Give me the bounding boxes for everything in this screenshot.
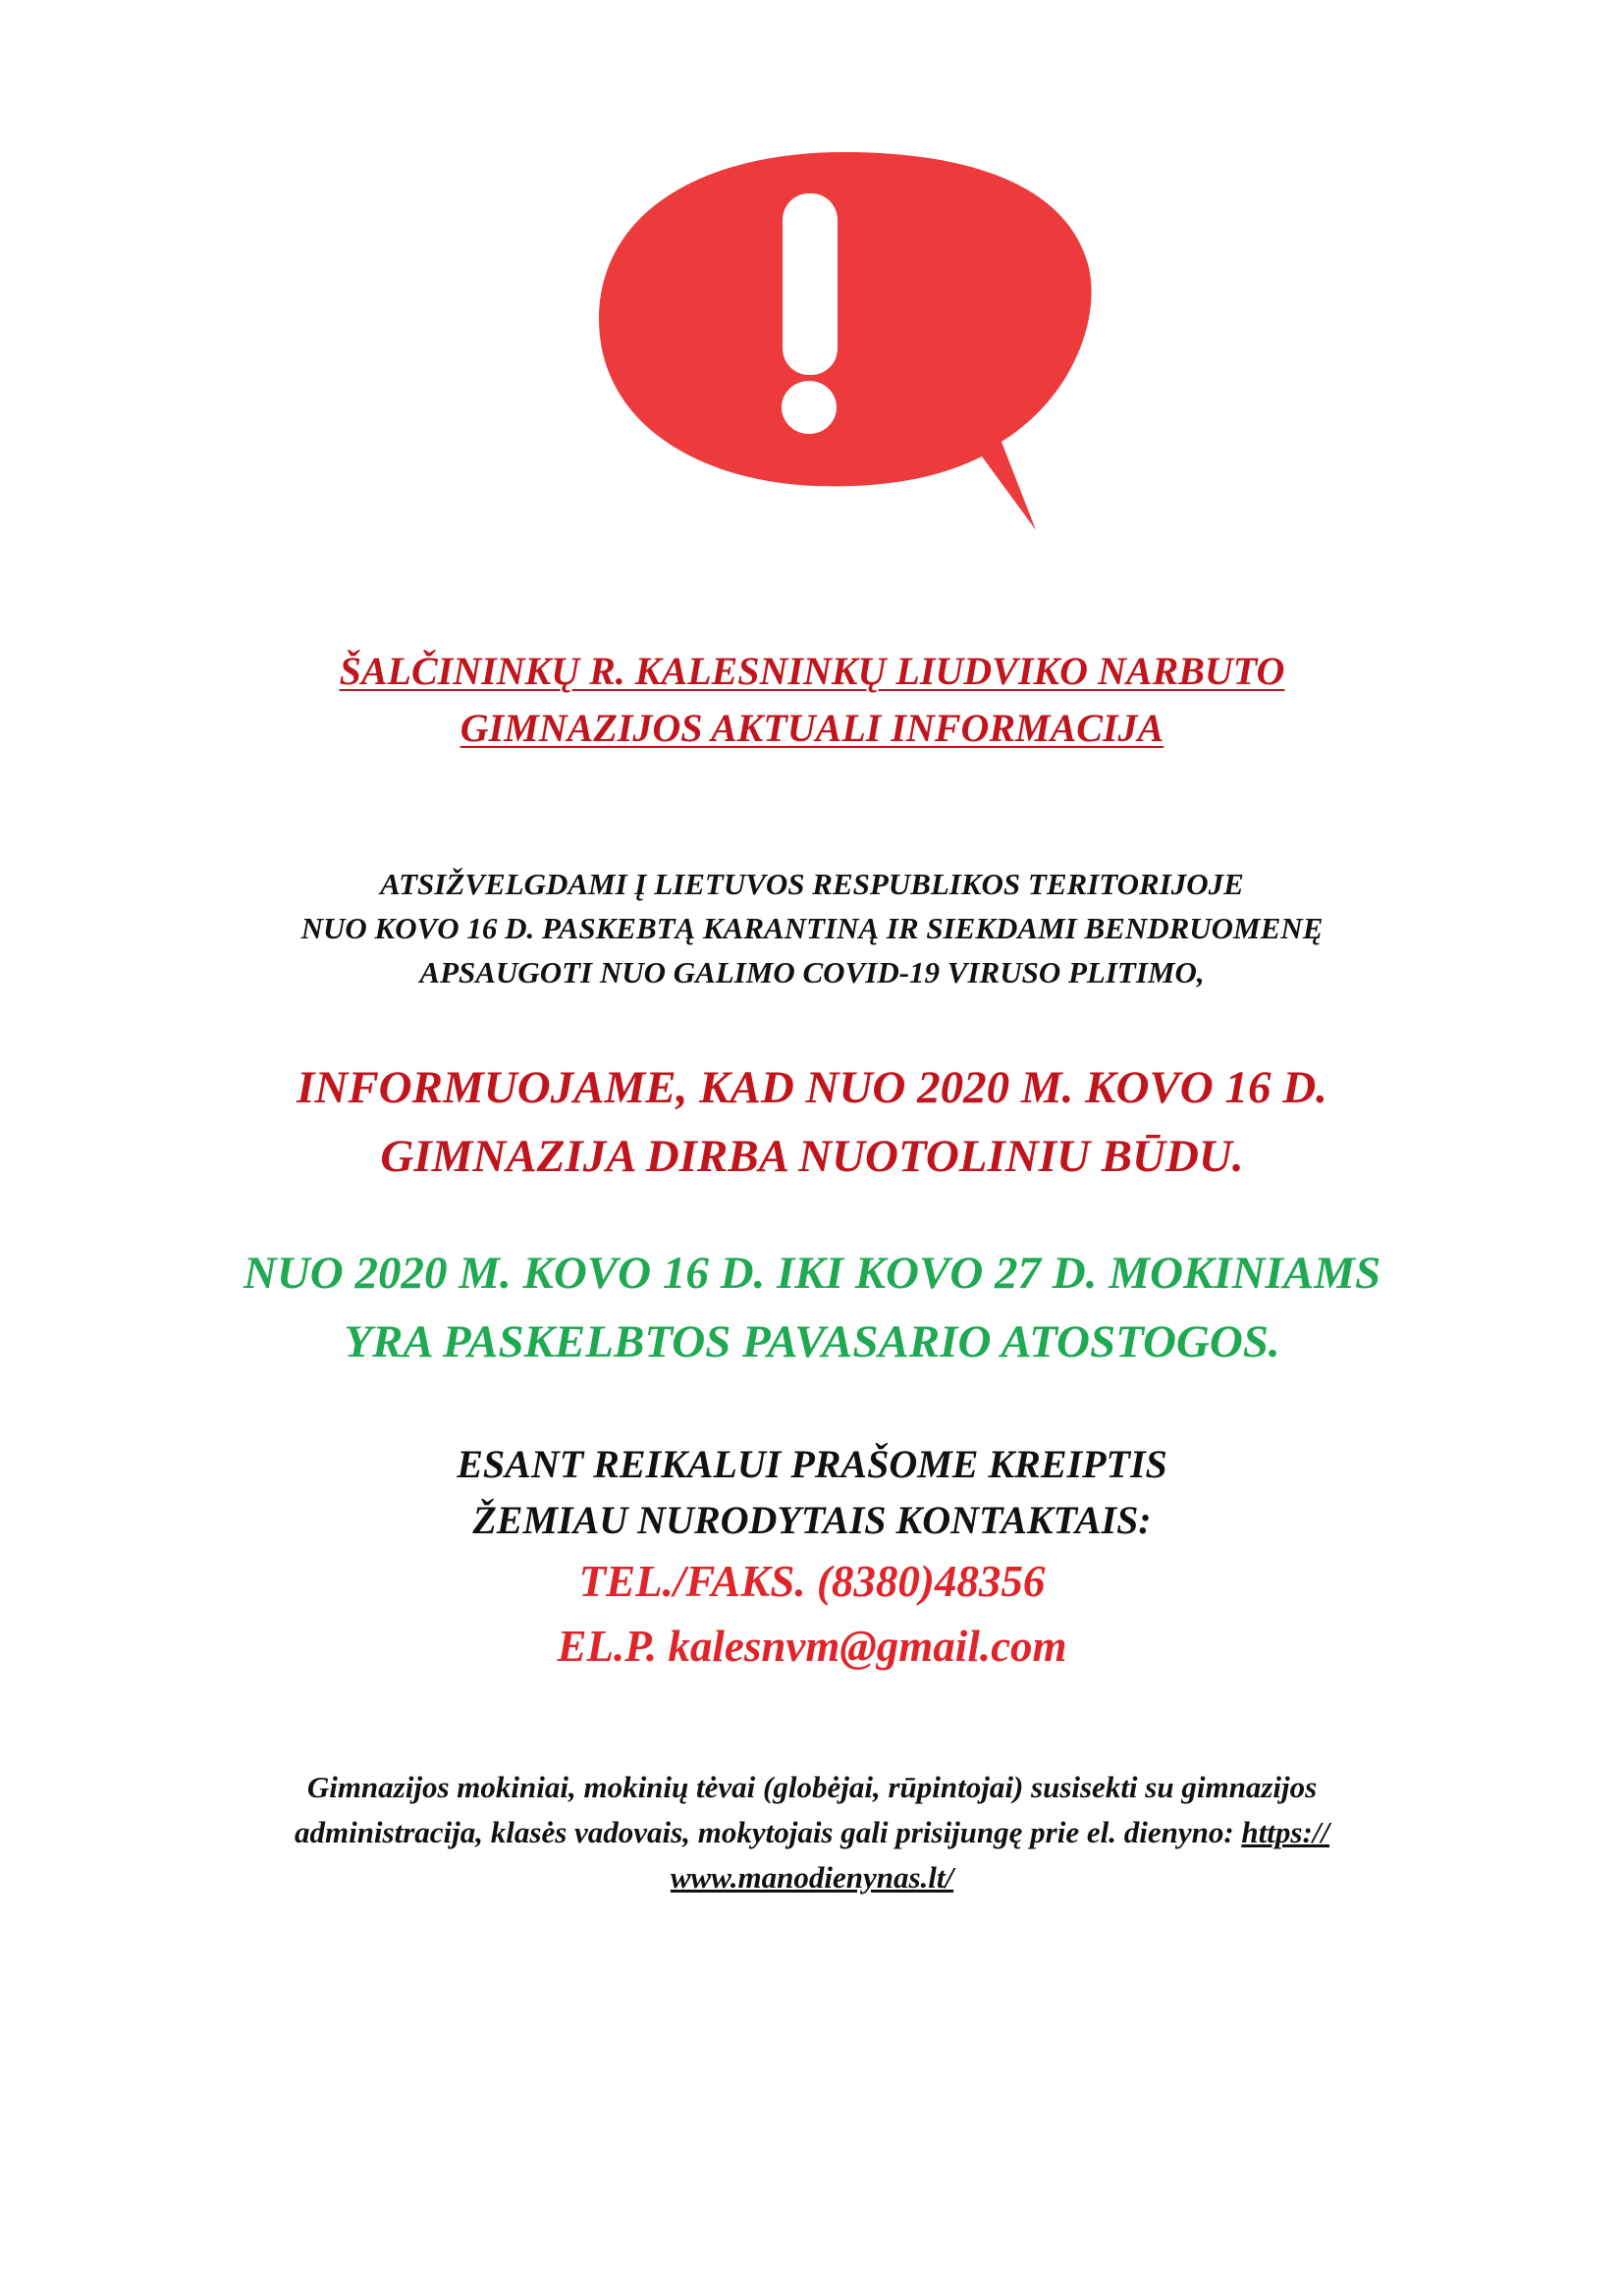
intro-line-1: ATSIŽVELGDAMI Į LIETUVOS RESPUBLIKOS TERITORIJOJE (380, 867, 1244, 901)
contact-intro (0, 1436, 1624, 1548)
holiday-notice (0, 1239, 1624, 1376)
intro-line-3: APSAUGOTI NUO GALIMO COVID-19 VIRUSO PLITIMO, (419, 955, 1205, 989)
title-line-1: ŠALČININKŲ R. KALESNINKŲ LIUDVIKO NARBUTO (339, 649, 1285, 693)
exclamation-bar (783, 193, 838, 375)
intro-line-2: NUO KOVO 16 D. PASKEBTĄ KARANTINĄ IR SIEKDAMI BENDRUOMENĘ (300, 911, 1324, 945)
notice-line-1: INFORMUOJAME, KAD NUO 2020 M. KOVO 16 D. (297, 1062, 1327, 1113)
exclamation-speech-bubble-icon (589, 147, 1100, 579)
footer-paragraph (0, 1765, 1624, 1900)
e-diary-link-end[interactable]: www.manodienynas.lt/ (670, 1860, 954, 1895)
footer-line-2 (0, 1810, 1624, 1855)
phone-contact: TEL./FAKS. (8380)48356 (578, 1557, 1046, 1606)
title-line-2: GIMNAZIJOS AKTUALI INFORMACIJA (460, 706, 1164, 750)
email-contact[interactable]: EL.P. kalesnvm@gmail.com (557, 1622, 1067, 1671)
footer-line-3 (0, 1855, 1624, 1900)
contact-intro-line-2: ŽEMIAU NURODYTAIS KONTAKTAIS: (472, 1498, 1152, 1542)
notice-line-2: GIMNAZIJA DIRBA NUOTOLINIU BŪDU. (380, 1131, 1244, 1182)
intro-paragraph (0, 862, 1624, 994)
remote-work-notice (0, 1053, 1624, 1191)
footer-line-2-text: administracija, klasės vadovais, mokytojais gali prisijungę prie el. dienyno: (294, 1815, 1234, 1849)
holiday-line-1: NUO 2020 M. KOVO 16 D. IKI KOVO 27 D. MOKINIAMS (243, 1248, 1381, 1299)
contacts-block (0, 1549, 1624, 1679)
speech-bubble-shape (599, 152, 1092, 530)
exclamation-dot (782, 381, 837, 434)
holiday-line-2: YRA PASKELBTOS PAVASARIO ATOSTOGOS. (344, 1316, 1280, 1367)
contact-intro-line-1: ESANT REIKALUI PRAŠOME KREIPTIS (457, 1442, 1167, 1486)
page-title (0, 643, 1624, 757)
footer-line-1: Gimnazijos mokiniai, mokinių tėvai (globėjai, rūpintojai) susisekti su gimnazijos (306, 1770, 1318, 1804)
e-diary-link-start[interactable]: https:// (1241, 1815, 1330, 1849)
